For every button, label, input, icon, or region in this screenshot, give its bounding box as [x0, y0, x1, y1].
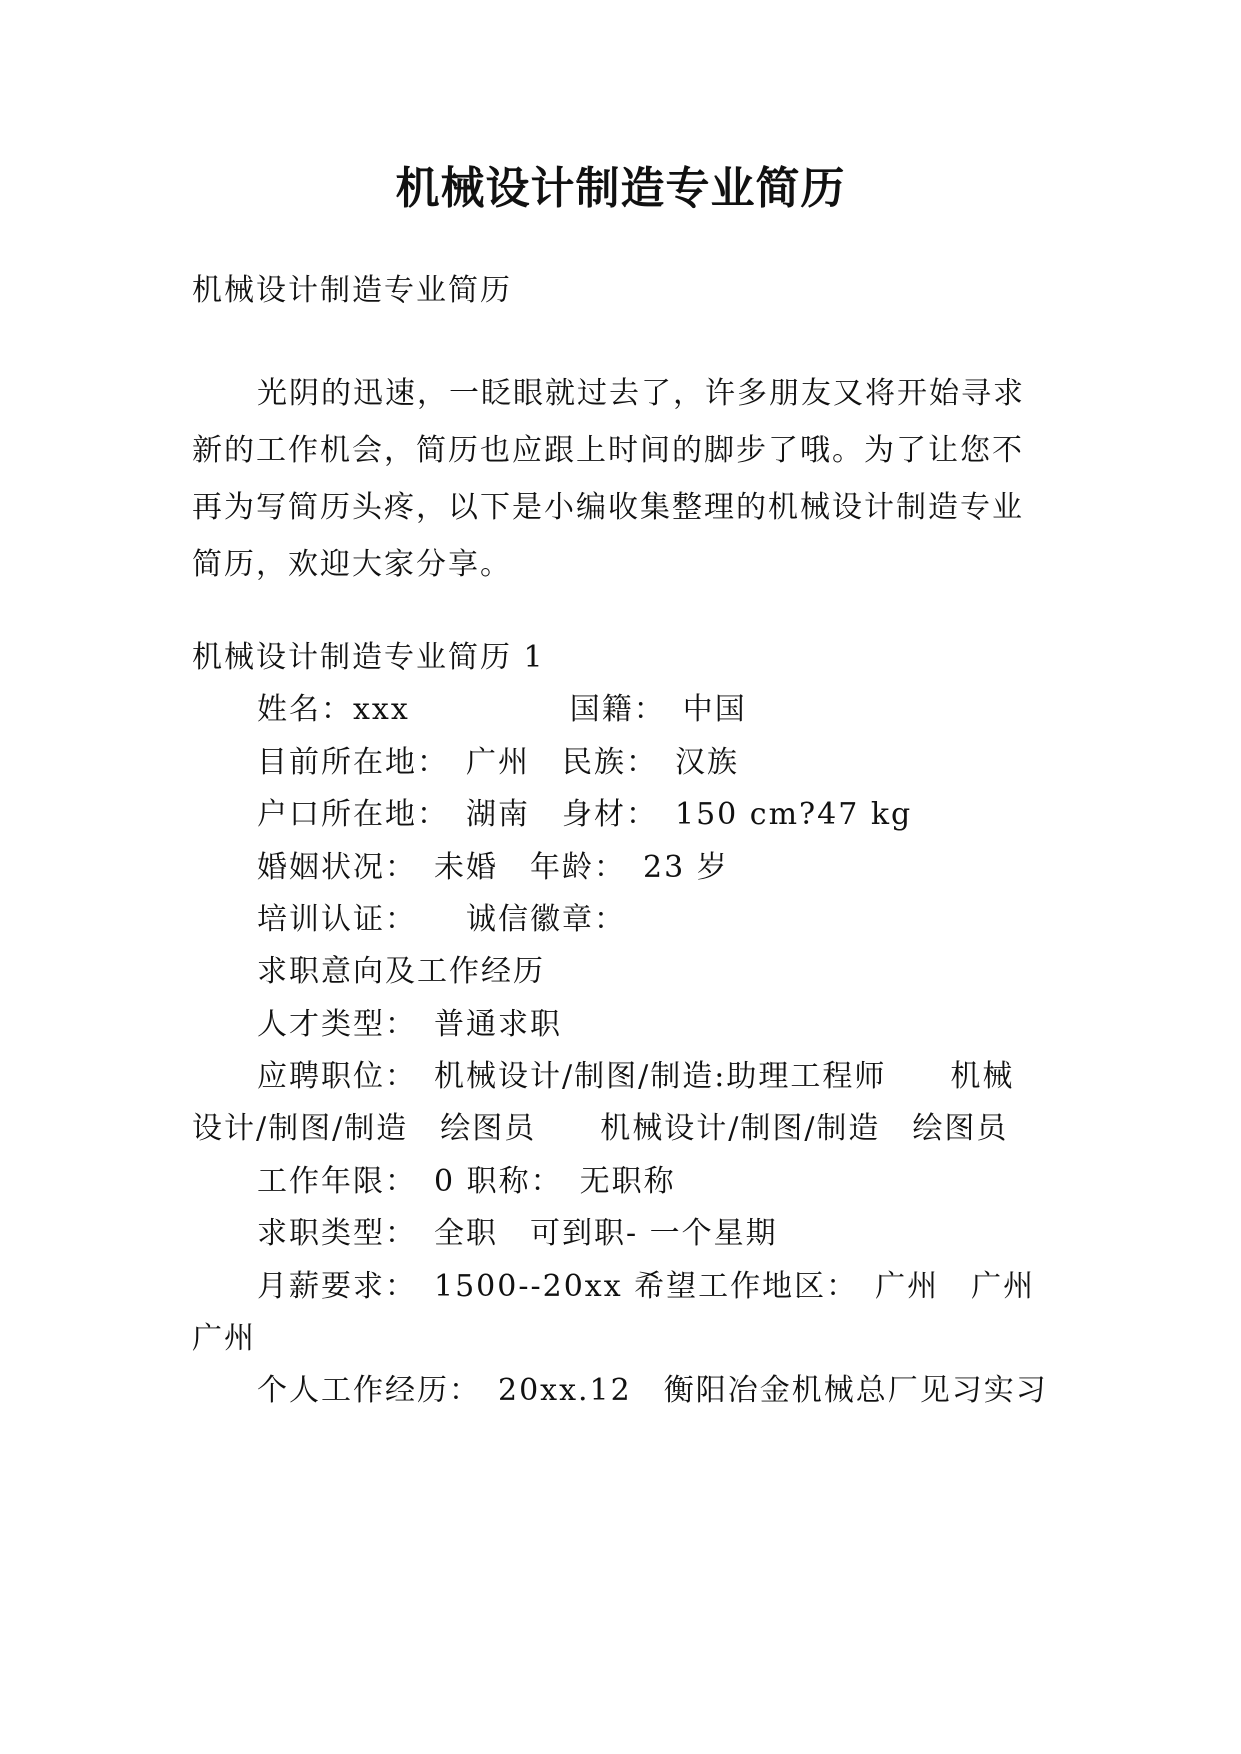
intro-line: 新的工作机会，简历也应跟上时间的脚步了哦。为了让您不: [192, 433, 1024, 468]
resume-line-experience-title: 工作年限： 0 职称： 无职称: [257, 1164, 676, 1199]
resume-line-region-cont: 广州: [192, 1321, 256, 1356]
section-heading: 机械设计制造专业简历 1: [192, 640, 545, 675]
resume-line-marital-age: 婚姻状况： 未婚 年龄： 23 岁: [257, 850, 729, 885]
resume-line-work-history: 个人工作经历： 20xx.12 衡阳冶金机械总厂见习实习: [257, 1373, 1048, 1408]
intro-line: 简历，欢迎大家分享。: [192, 547, 512, 582]
resume-line-hukou-physique: 户口所在地： 湖南 身材： 150 cm?47 kg: [257, 797, 913, 832]
resume-line-position: 应聘职位： 机械设计/制图/制造:助理工程师 机械: [257, 1059, 1015, 1094]
document-title: 机械设计制造专业简历: [395, 163, 846, 214]
intro-line: 光阴的迅速，一眨眼就过去了，许多朋友又将开始寻求: [257, 376, 1025, 411]
intro-line: 再为写简历头疼，以下是小编收集整理的机械设计制造专业: [192, 490, 1024, 525]
resume-line-certification: 培训认证： 诚信徽章：: [257, 902, 626, 937]
resume-line-intent-heading: 求职意向及工作经历: [257, 954, 545, 989]
document-subtitle: 机械设计制造专业简历: [192, 273, 512, 308]
resume-line-talent-type: 人才类型： 普通求职: [257, 1007, 562, 1042]
resume-line-location-ethnicity: 目前所在地： 广州 民族： 汉族: [257, 745, 739, 780]
resume-line-job-type: 求职类型： 全职 可到职- 一个星期: [257, 1216, 778, 1251]
resume-line-position-cont: 设计/制图/制造 绘图员 机械设计/制图/制造 绘图员: [192, 1111, 1009, 1146]
resume-line-name-nationality: 姓名：xxx 国籍： 中国: [257, 692, 747, 727]
resume-line-salary-region: 月薪要求： 1500--20xx 希望工作地区： 广州 广州: [257, 1269, 1036, 1304]
